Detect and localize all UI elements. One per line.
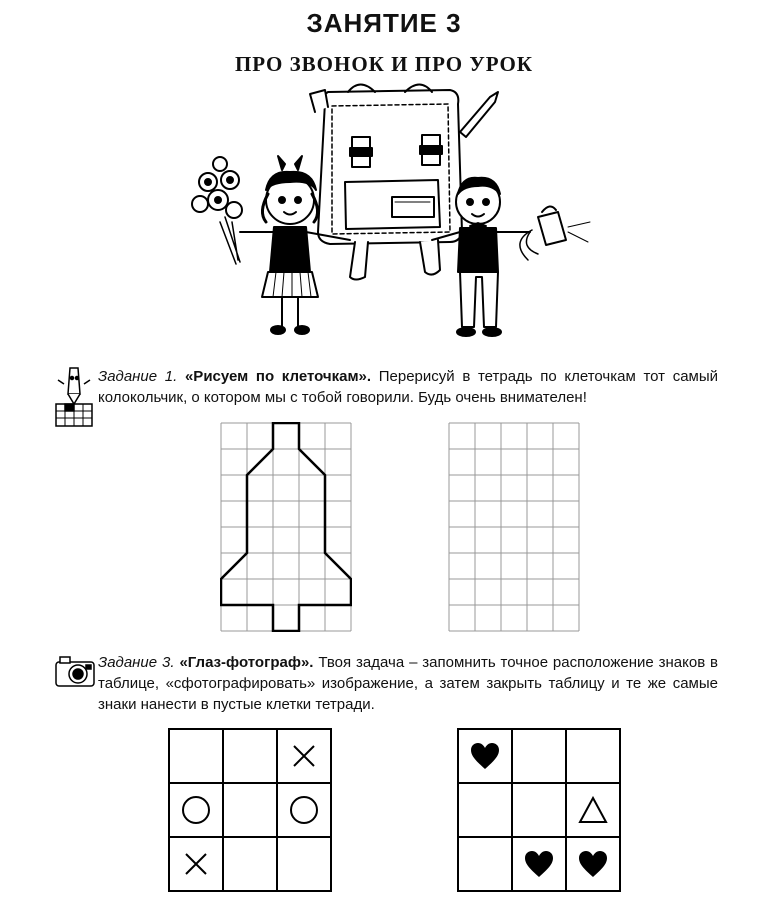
heart-cell — [458, 729, 512, 783]
symbols-table-left — [168, 728, 332, 892]
empty-drawing-grid[interactable] — [448, 422, 580, 632]
symbols-table-right — [457, 728, 621, 892]
cross-icon — [183, 851, 209, 877]
empty-cell — [566, 729, 620, 783]
table-row — [169, 783, 331, 837]
cross-icon — [291, 743, 317, 769]
symbols-table-left-body — [169, 729, 331, 891]
page-title: ЗАНЯТИЕ 3 — [306, 8, 462, 38]
heart-icon — [524, 850, 554, 878]
table-row — [458, 837, 620, 891]
heart-icon — [578, 850, 608, 878]
circle-cell — [169, 783, 223, 837]
task3-text: Твоя задача – запомнить точное расположение знаков в таблице, «сфотографировать» изображение, а затем закрыть таблицу и те же самые знаки нанести в пустые клетки тетради. — [98, 654, 719, 713]
table-row — [169, 729, 331, 783]
empty-cell — [223, 837, 277, 891]
empty-cell — [223, 783, 277, 837]
camera-icon — [54, 654, 96, 688]
task3-label: Задание 3. — [98, 654, 175, 671]
empty-cell — [512, 783, 566, 837]
cross-cell — [169, 837, 223, 891]
table-row — [458, 729, 620, 783]
triangle-cell — [566, 783, 620, 837]
circle-icon — [181, 795, 211, 825]
bell-drawing-grid — [220, 422, 352, 632]
heart-cell — [512, 837, 566, 891]
circle-icon — [289, 795, 319, 825]
task1-name: «Рисуем по клеточкам». — [184, 368, 372, 385]
table-row — [458, 783, 620, 837]
heart-icon — [470, 742, 500, 770]
empty-cell — [223, 729, 277, 783]
task1-label: Задание 1. — [98, 368, 178, 385]
page-subtitle: ПРО ЗВОНОК И ПРО УРОК — [234, 52, 534, 76]
task1-text: Перерисуй в тетрадь по клеточкам тот самый колокольчик, о котором мы с тобой говорили. Будь очень внимателен! — [98, 368, 719, 406]
empty-cell — [277, 837, 331, 891]
symbols-table-right-body — [458, 729, 620, 891]
cross-cell — [277, 729, 331, 783]
empty-cell — [512, 729, 566, 783]
empty-cell — [458, 837, 512, 891]
heart-cell — [566, 837, 620, 891]
task1-description — [98, 366, 718, 408]
table-row — [169, 837, 331, 891]
empty-cell — [458, 783, 512, 837]
pencil-grid-icon — [54, 364, 94, 428]
empty-cell — [169, 729, 223, 783]
circle-cell — [277, 783, 331, 837]
task3-description — [98, 652, 718, 715]
triangle-icon — [578, 796, 608, 824]
task3-name: «Глаз-фотограф». — [179, 654, 314, 671]
children-with-schoolbag-illustration — [170, 82, 610, 352]
